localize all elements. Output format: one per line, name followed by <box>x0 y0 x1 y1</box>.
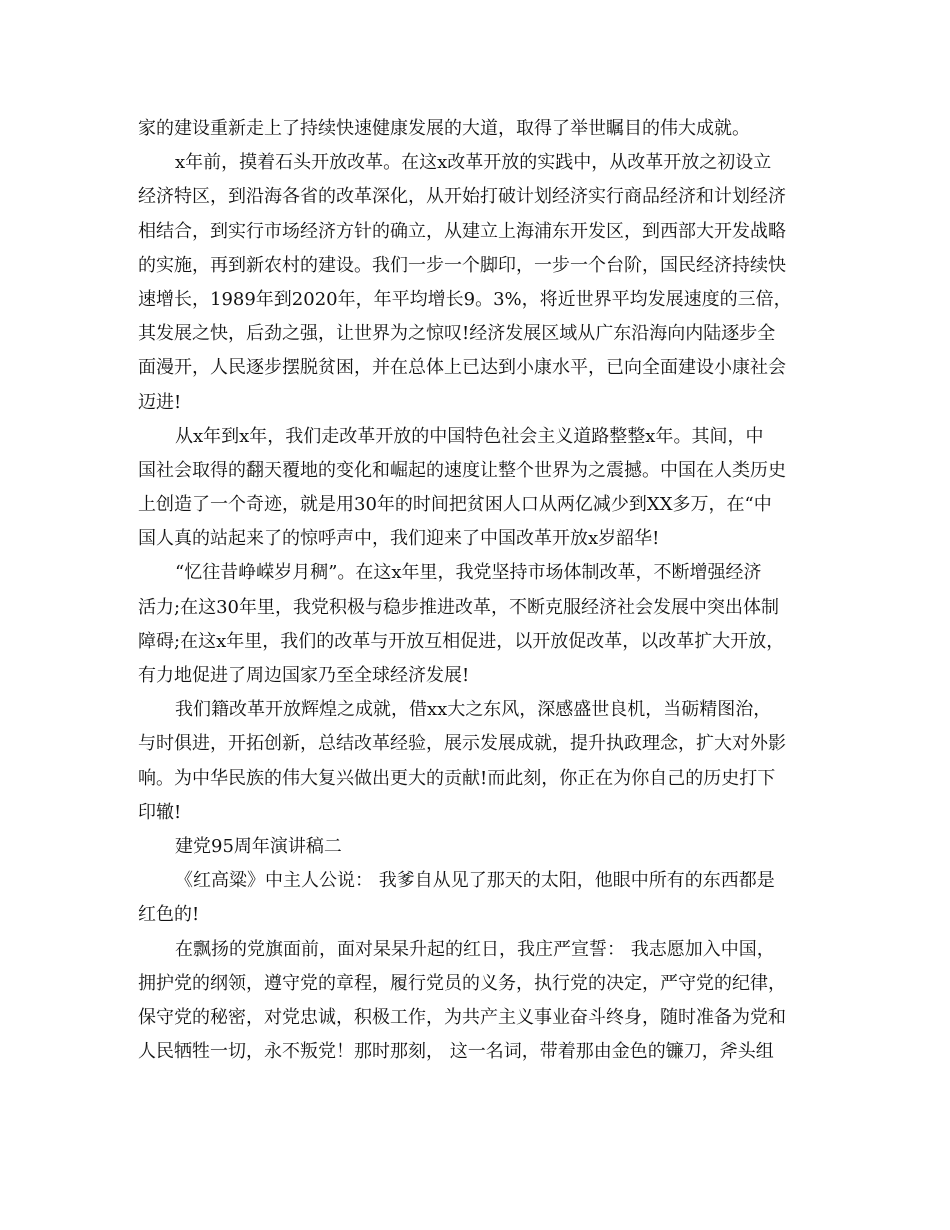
text-line: 国社会取得的翻天覆地的变化和崛起的速度让整个世界为之震撼。中国在人类历史 <box>138 459 786 481</box>
text-line: 的实施，再到新农村的建设。我们一步一个脚印，一步一个台阶，国民经济持续快 <box>138 254 786 276</box>
text-line: 速增长，1989年到2020年，年平均增长9。3%，将近世界平均发展速度的三倍， <box>138 288 792 310</box>
document-body <box>138 112 828 1069</box>
text-line: 活力;在这30年里，我党积极与稳步推进改革，不断克服经济社会发展中突出体制 <box>138 596 779 618</box>
text-line: 相结合，到实行市场经济方针的确立，从建立上海浦东开发区，到西部大开发战略 <box>138 220 786 242</box>
text-line: 迈进! <box>138 391 182 413</box>
text-line: 保守党的秘密，对党忠诚，积极工作，为共产主义事业奋斗终身，随时准备为党和 <box>138 1006 786 1028</box>
text-line: 我们籍改革开放辉煌之成就，借xx大之东风，深感盛世良机，当砺精图治， <box>175 699 772 721</box>
text-line: 障碍;在这x年里，我们的改革与开放互相促进，以开放促改革，以改革扩大开放， <box>138 630 785 652</box>
text-line: 从x年到x年，我们走改革开放的中国特色社会主义道路整整x年。其间，中 <box>175 425 764 447</box>
text-line: 建党95周年演讲稿二 <box>175 835 342 857</box>
text-line: 与时俱进，开拓创新，总结改革经验，展示发展成就，提升执政理念，扩大对外影 <box>138 733 786 755</box>
text-line: 有力地促进了周边国家乃至全球经济发展! <box>138 665 470 686</box>
text-line: 国人真的站起来了的惊呼声中，我们迎来了中国改革开放x岁韶华! <box>138 528 660 550</box>
text-line: “忆往昔峥嵘岁月稠”。在这x年里，我党坚持市场体制改革，不断增强经济 <box>175 562 762 584</box>
text-line: 人民牺牲一切，永不叛党！那时那刻， 这一名词，带着那由金色的镰刀，斧头组 <box>138 1041 774 1063</box>
text-line: 上创造了一个奇迹，就是用30年的时间把贫困人口从两亿减少到XX多万，在“中 <box>138 494 772 516</box>
text-line: x年前，摸着石头开放改革。在这x改革开放的实践中，从改革开放之初设立 <box>175 152 772 174</box>
text-line: 其发展之快，后劲之强，让世界为之惊叹!经济发展区域从广东沿海向内陆逐步全 <box>138 323 776 345</box>
text-line: 红色的! <box>138 904 200 926</box>
text-line: 拥护党的纲领，遵守党的章程，履行党员的义务，执行党的决定，严守党的纪律， <box>138 972 786 994</box>
text-line: 家的建设重新走上了持续快速健康发展的大道，取得了举世瞩目的伟大成就。 <box>138 118 750 139</box>
text-line: 面漫开，人民逐步摆脱贫困，并在总体上已达到小康水平，已向全面建设小康社会 <box>138 357 786 379</box>
text-line: 《红高粱》中主人公说： 我爹自从见了那天的太阳，他眼中所有的东西都是 <box>175 870 775 892</box>
text-line: 经济特区，到沿海各省的改革深化，从开始打破计划经济实行商品经济和计划经济 <box>138 186 786 208</box>
text-line: 在飘扬的党旗面前，面对杲杲升起的红日，我庄严宣誓： 我志愿加入中国， <box>175 938 775 960</box>
text-line: 印辙! <box>138 801 182 823</box>
text-line: 响。为中华民族的伟大复兴做出更大的贡献!而此刻，你正在为你自己的历史打下 <box>138 767 776 789</box>
